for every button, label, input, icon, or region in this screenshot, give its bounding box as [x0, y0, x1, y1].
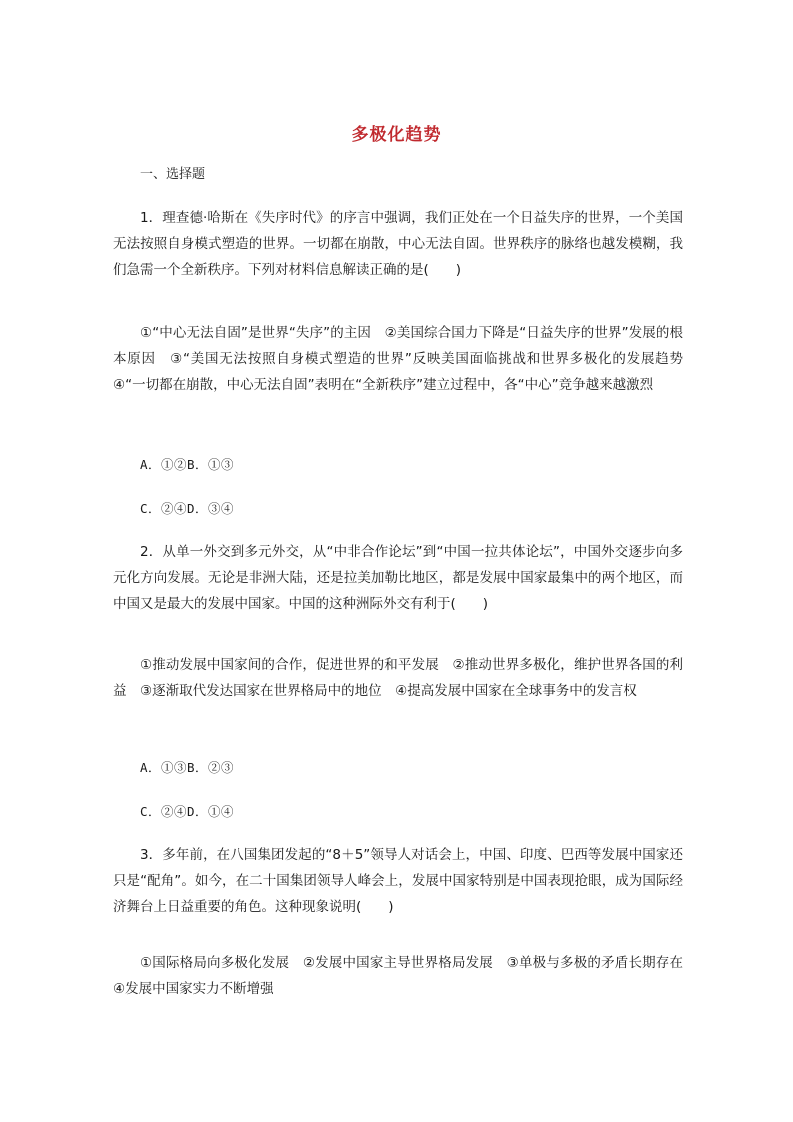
question-3-statements: ①国际格局向多极化发展 ②发展中国家主导世界格局发展 ③单极与多极的矛盾长期存在 ④发展中国家实力不断增强	[113, 955, 697, 997]
question-1-options-cd: C．②④D．③④	[140, 501, 235, 516]
question-1-stem: 1．理查德·哈斯在《失序时代》的序言中强调，我们正处在一个日益失序的世界，一个美国无法按照自身模式塑造的世界。一切都在崩散，中心无法自固。世界秩序的脉络也越发模糊，我们急需一个全新秩序。下列对材料信息解读正确的是( )	[113, 210, 683, 278]
section-heading: 一、选择题	[140, 167, 206, 182]
document-title: 多极化趋势	[351, 125, 442, 145]
question-2-options-cd: C．②④D．①④	[140, 804, 235, 819]
question-1-options-ab: A．①②B．①③	[140, 457, 235, 472]
question-2-statements: ①推动发展中国家间的合作，促进世界的和平发展 ②推动世界多极化，维护世界各国的利益 ③逐渐取代发达国家在世界格局中的地位 ④提高发展中国家在全球事务中的发言权	[113, 657, 683, 699]
question-2-options-ab: A．①③B．②③	[140, 760, 235, 775]
question-2-stem: 2．从单一外交到多元外交，从“中非合作论坛”到“中国一拉共体论坛”，中国外交逐步向多元化方向发展。无论是非洲大陆，还是拉美加勒比地区，都是发展中国家最集中的两个地区，而中国又是最大的发展中国家。中国的这种洲际外交有利于( )	[113, 544, 683, 612]
question-3-stem: 3．多年前，在八国集团发起的“8＋5”领导人对话会上，中国、印度、巴西等发展中国家还只是“配角”。如今，在二十国集团领导人峰会上，发展中国家特别是中国表现抢眼，成为国际经济舞台上日益重要的角色。这种现象说明( )	[113, 847, 683, 915]
question-1-statements: ①“中心无法自固”是世界“失序”的主因 ②美国综合国力下降是“日益失序的世界”发展的根本原因 ③“美国无法按照自身模式塑造的世界”反映美国面临挑战和世界多极化的发展趋势 ④“一切都在崩散，中心无法自固”表明在“全新秩序”建立过程中，各“中心”竞争越来越激烈	[113, 325, 697, 393]
